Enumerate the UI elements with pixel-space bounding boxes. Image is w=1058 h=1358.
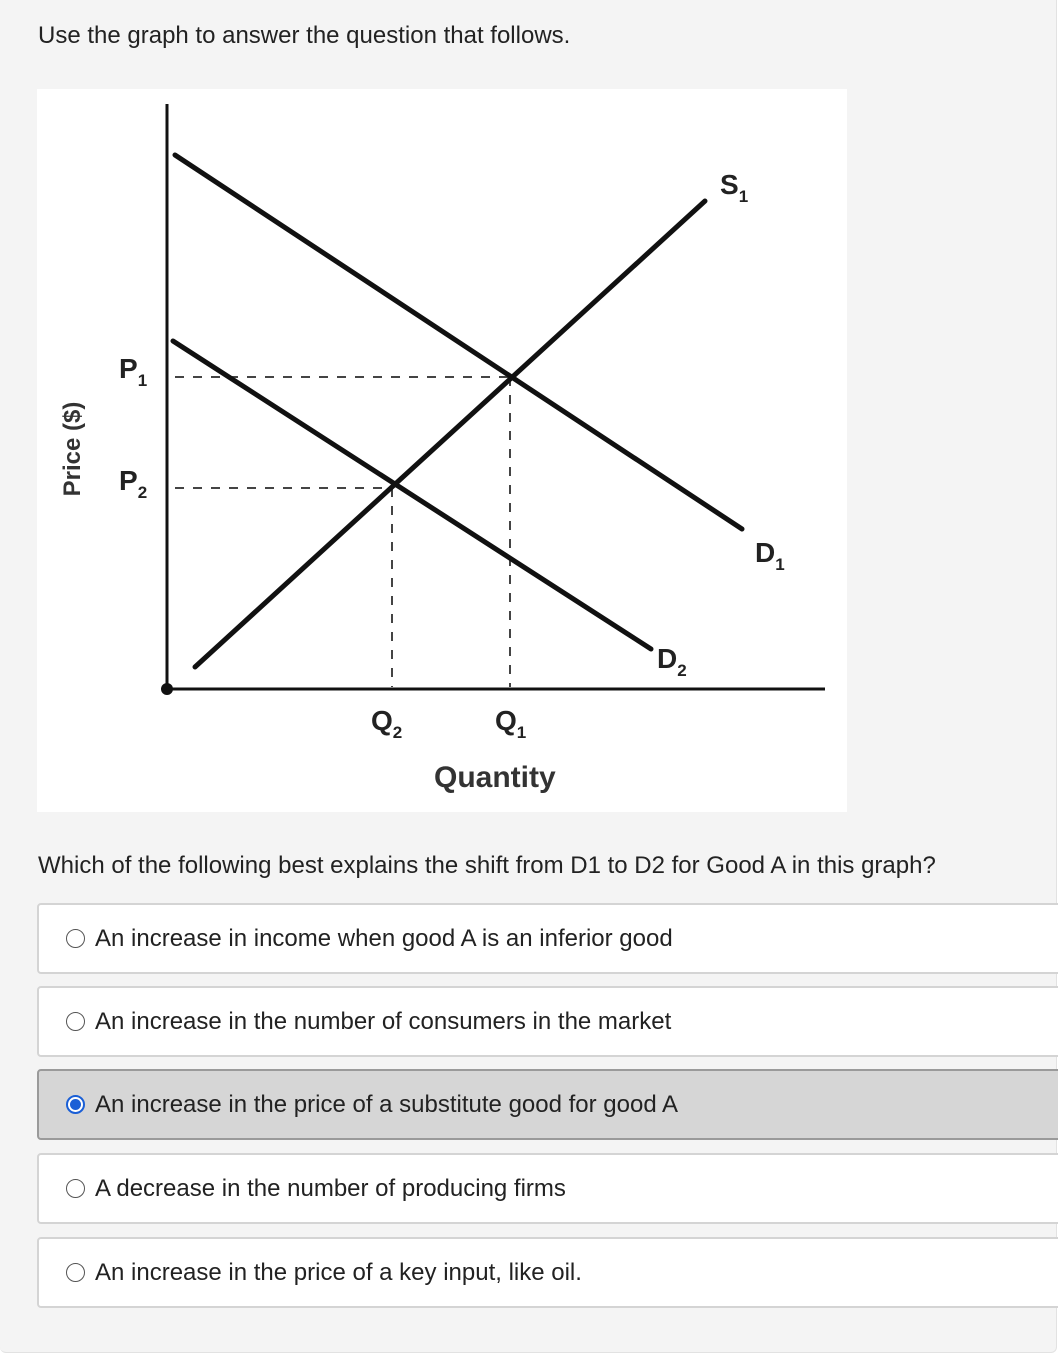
demand-curve-d2	[173, 341, 651, 649]
radio-button-selected[interactable]	[66, 1095, 85, 1114]
label-q2: $Q_2$	[371, 705, 403, 742]
label-d1: $D_1$	[755, 537, 785, 574]
option-label: An increase in income when good A is an inferior good	[95, 925, 673, 952]
answer-option-1[interactable]	[37, 903, 1058, 974]
label-q1: $Q_1$	[495, 705, 527, 742]
label-s1: $S_1$	[720, 169, 749, 206]
radio-button[interactable]	[66, 929, 85, 948]
answer-option-4[interactable]	[37, 1153, 1058, 1224]
option-label: An increase in the number of consumers in the market	[95, 1008, 672, 1035]
label-p2: $P_2$	[119, 465, 148, 502]
supply-demand-graph	[37, 89, 847, 812]
label-p1: $P_1$	[119, 353, 148, 390]
answer-option-5[interactable]	[37, 1237, 1058, 1308]
radio-button[interactable]	[66, 1179, 85, 1198]
answer-option-3[interactable]	[37, 1069, 1058, 1140]
supply-curve-s1	[195, 201, 705, 667]
origin-dot	[161, 683, 173, 695]
label-d2: $D_2$	[657, 643, 687, 680]
option-label: An increase in the price of a substitute good for good A	[95, 1091, 679, 1118]
option-label: An increase in the price of a key input, like oil.	[95, 1259, 582, 1286]
question-text: Which of the following best explains the shift from D1 to D2 for Good A in this graph?	[38, 852, 936, 879]
radio-button[interactable]	[66, 1263, 85, 1282]
demand-curve-d1	[175, 155, 742, 529]
radio-button[interactable]	[66, 1012, 85, 1031]
y-axis-label: Price ($)	[59, 401, 86, 497]
option-label: A decrease in the number of producing firms	[95, 1175, 566, 1202]
answer-option-2[interactable]	[37, 986, 1058, 1057]
instruction-text: Use the graph to answer the question that follows.	[38, 22, 571, 49]
x-axis-label: Quantity	[434, 761, 556, 794]
